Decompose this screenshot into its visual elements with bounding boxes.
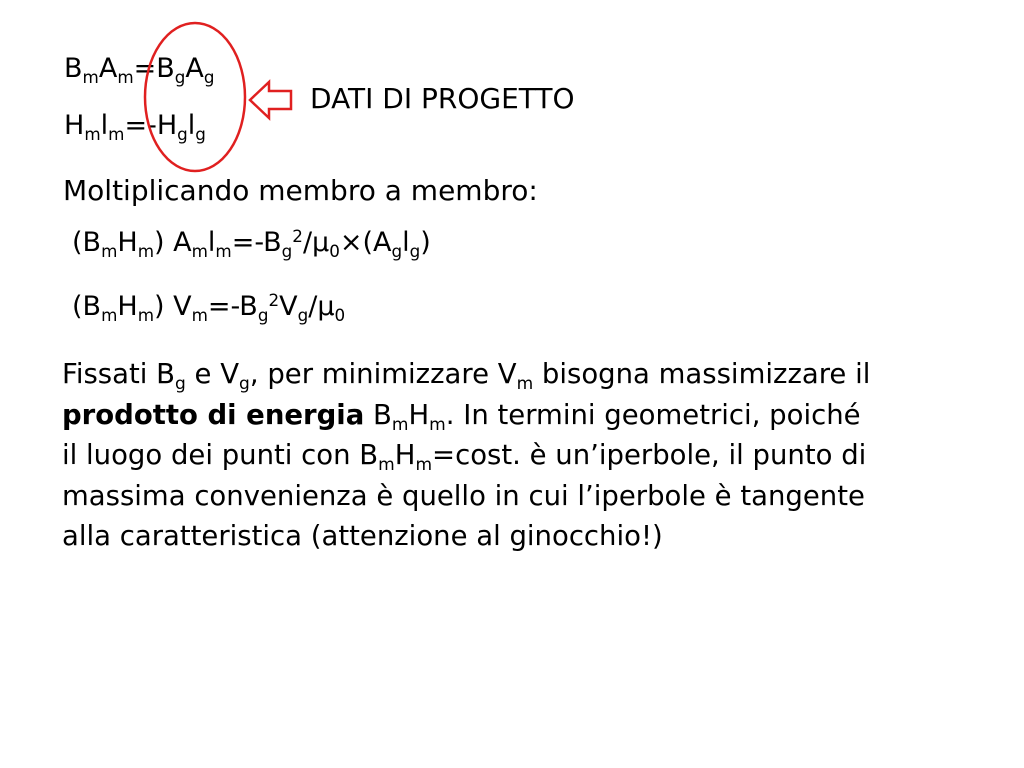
design-equation-ampere: $H_ml_m=-H_gl_g$ bbox=[64, 110, 206, 145]
design-equation-flux: $B_mA_m=B_gA_g$ bbox=[64, 53, 215, 88]
explanation-paragraph bbox=[62, 354, 1002, 557]
multiply-intro-text: Moltiplicando membro a membro: bbox=[63, 174, 538, 207]
design-data-label: DATI DI PROGETTO bbox=[310, 82, 575, 115]
arrow-left-icon bbox=[247, 78, 295, 122]
energy-product-equation: $(B_mH_m)$ $A_ml_m=-B_g^2/\mu_0\times(A_gl_g)$ bbox=[72, 225, 431, 262]
volume-equation: $(B_mH_m)$ $V_m=-B_g^2V_g/\mu_0$ bbox=[72, 289, 346, 326]
highlight-ellipse bbox=[140, 18, 250, 176]
paragraph-line-5: alla caratteristica (attenzione al ginocchio!) bbox=[62, 520, 663, 552]
paragraph-line-3: il luogo dei punti con $B_mH_m=\cos t$. è un’iperbole, il punto di bbox=[62, 439, 867, 476]
paragraph-line-4: massima convenienza è quello in cui l’iperbole è tangente bbox=[62, 479, 865, 512]
energy-product-term: prodotto di energia bbox=[62, 398, 365, 431]
paragraph-line-1: Fissati $B_g$ e $V_g$, per minimizzare $V_m$ bisogna massimizzare il bbox=[62, 358, 871, 395]
paragraph-line-2: prodotto di energia $B_mH_m$. In termini geometrici, poiché bbox=[62, 398, 861, 435]
